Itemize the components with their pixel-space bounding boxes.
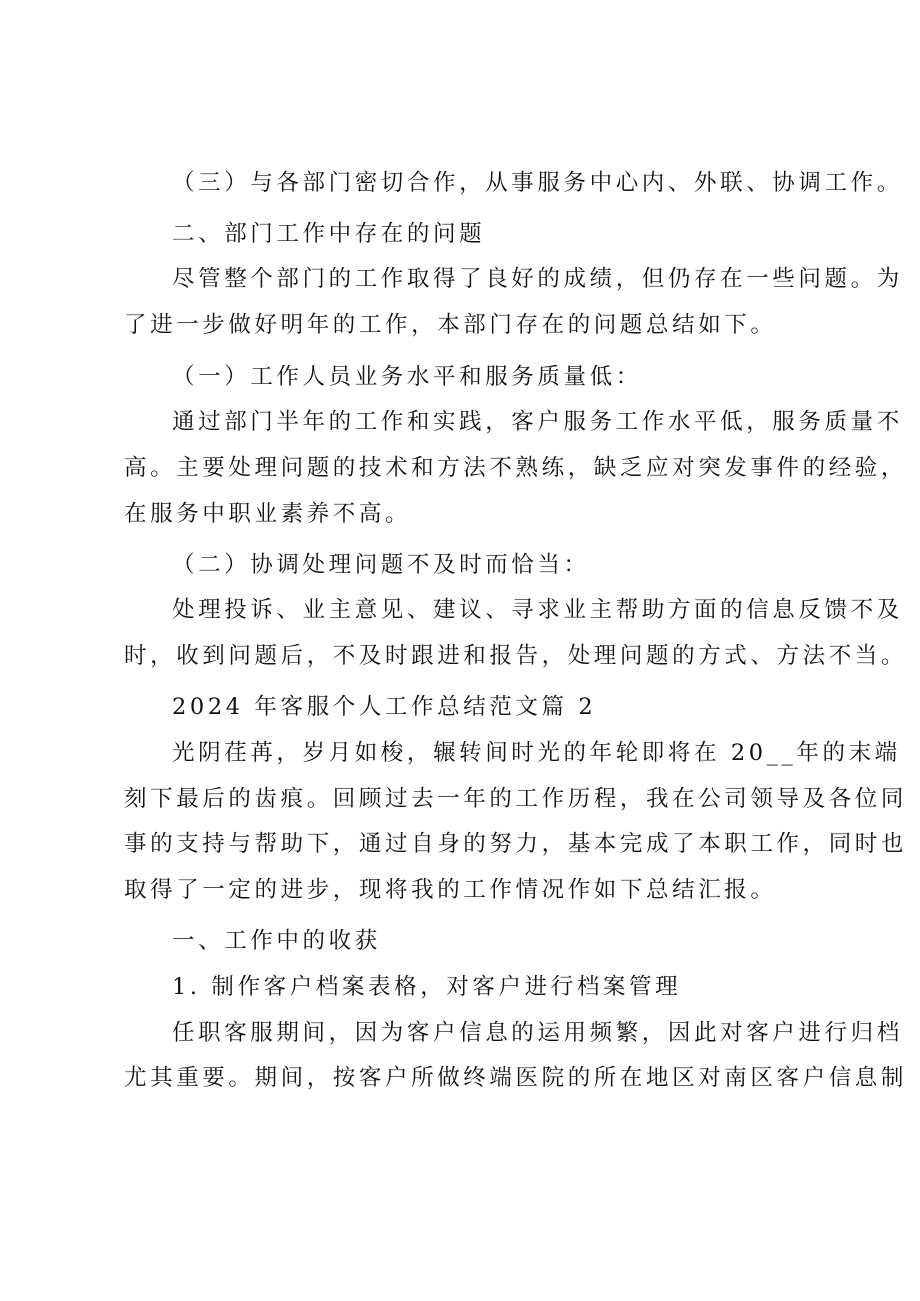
document-line: 在服务中职业素养不高。	[124, 501, 412, 527]
document-line: 高。主要处理问题的技术和方法不熟练，缺乏应对突发事件的经验，	[124, 455, 908, 481]
document-line: 时，收到问题后，不及时跟进和报告，处理问题的方式、方法不当。	[124, 643, 908, 669]
article-title: 2024 年客服个人工作总结范文篇 2	[172, 694, 597, 720]
document-line: 光阴荏苒，岁月如梭，辗转间时光的年轮即将在 20__年的末端	[172, 740, 901, 766]
document-line: 取得了一定的进步，现将我的工作情况作如下总结汇报。	[124, 877, 777, 903]
document-line: 任职客服期间，因为客户信息的运用频繁，因此对客户进行归档	[172, 1020, 903, 1046]
subsection-heading: （一）工作人员业务水平和服务质量低：	[172, 364, 642, 390]
document-line: 事的支持与帮助下，通过自身的努力，基本完成了本职工作，同时也	[124, 831, 908, 857]
document-line: 处理投诉、业主意见、建议、寻求业主帮助方面的信息反馈不及	[172, 597, 903, 623]
subsection-heading: 1. 制作客户档案表格，对客户进行档案管理	[172, 974, 682, 1000]
document-line: 了进一步做好明年的工作，本部门存在的问题总结如下。	[124, 312, 777, 338]
subsection-heading: （二）协调处理问题不及时而恰当：	[172, 552, 590, 578]
document-line: 尽管整个部门的工作取得了良好的成绩，但仍存在一些问题。为	[172, 266, 903, 292]
section-heading: 二、部门工作中存在的问题	[172, 221, 486, 247]
document-line: （三）与各部门密切合作，从事服务中心内、外联、协调工作。	[172, 170, 903, 196]
document-line: 刻下最后的齿痕。回顾过去一年的工作历程，我在公司领导及各位同	[124, 786, 908, 812]
document-line: 通过部门半年的工作和实践，客户服务工作水平低，服务质量不	[172, 409, 903, 435]
section-heading: 一、工作中的收获	[172, 928, 381, 954]
document-line: 尤其重要。期间，按客户所做终端医院的所在地区对南区客户信息制	[124, 1065, 908, 1091]
